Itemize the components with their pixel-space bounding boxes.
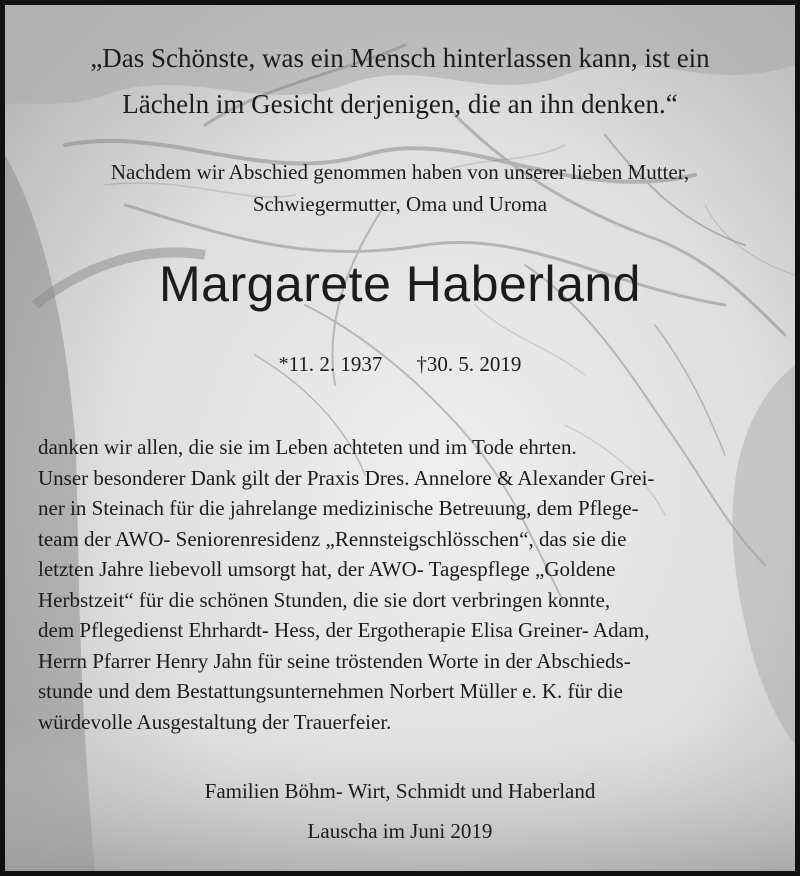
- death-symbol: †: [416, 352, 427, 376]
- thanks-text: [38, 432, 758, 737]
- thanks-line: dem Pflegedienst Ehrhardt- Hess, der Ergotherapie Elisa Greiner- Adam,: [38, 618, 650, 642]
- thanks-line: letzten Jahre liebevoll umsorgt hat, der AWO- Tagespflege „Goldene: [38, 557, 616, 581]
- thanks-line: Herbstzeit“ für die schönen Stunden, die sie dort verbringen konnte,: [38, 587, 611, 612]
- quote-line-1: „Das Schönste, was ein Mensch hinterlassen kann, ist ein: [90, 43, 710, 73]
- thanks-line: team der AWO- Seniorenresidenz „Rennsteigschlösschen“, das sie die: [38, 526, 627, 551]
- thanks-line: ner in Steinach für die jahrelange medizinische Betreuung, dem Pflege-: [38, 496, 639, 520]
- signature-place-date: Lauscha im Juni 2019: [307, 819, 493, 843]
- intro-line-1: Nachdem wir Abschied genommen haben von unserer lieben Mutter,: [110, 160, 690, 184]
- thanks-line: Herrn Pfarrer Henry Jahn für seine tröstenden Worte in der Abschieds-: [38, 648, 631, 673]
- thanks-line: danken wir allen, die sie im Leben achteten und im Tode ehrten.: [38, 435, 577, 459]
- quote-line-2: Lächeln im Gesicht derjenigen, die an ihn denken.“: [122, 89, 678, 119]
- birth-symbol: *: [278, 353, 289, 375]
- life-dates: [5, 350, 795, 378]
- signature-families: Familien Böhm- Wirt, Schmidt und Haberland: [204, 779, 596, 803]
- thanks-line: stunde und dem Bestattungsunternehmen Norbert Müller e. K. für die: [38, 679, 623, 703]
- birth-date: 11. 2. 1937: [288, 352, 383, 376]
- intro-line-2: Schwiegermutter, Oma und Uroma: [252, 192, 548, 216]
- death-date: 30. 5. 2019: [426, 352, 522, 376]
- thanks-line: würdevolle Ausgestaltung der Trauerfeier.: [38, 709, 392, 734]
- deceased-name: Margarete Haberland: [159, 256, 641, 312]
- thanks-line: Unser besonderer Dank gilt der Praxis Dres. Annelore & Alexander Grei-: [38, 465, 655, 490]
